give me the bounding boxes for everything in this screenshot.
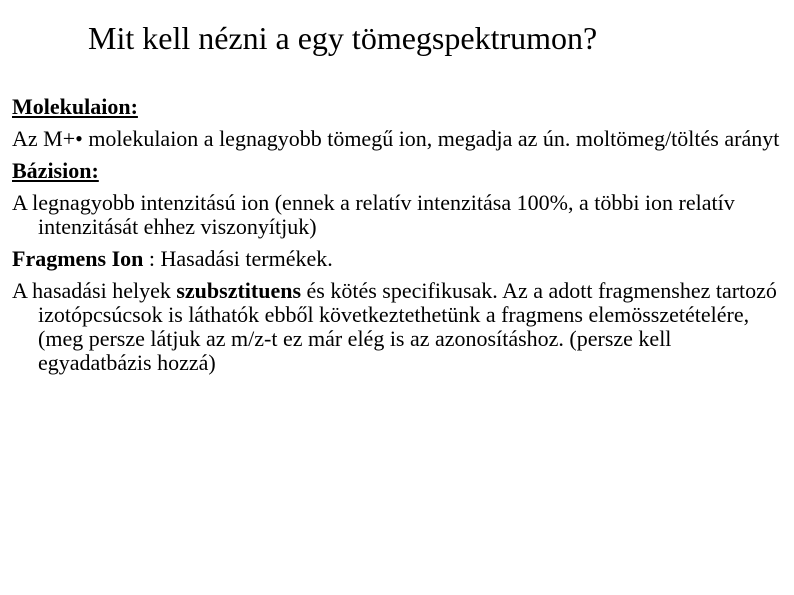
base-ion-heading-row <box>12 159 782 183</box>
cleavage-bold-word: szubsztituens <box>176 278 302 303</box>
fragment-ion-heading: Fragmens Ion <box>12 246 144 271</box>
cleavage-paragraph <box>12 279 782 375</box>
molecular-ion-heading: Molekulaion: <box>12 94 138 119</box>
base-ion-text: A legnagyobb intenzitású ion (ennek a relatív intenzitása 100%, a többi ion relatív intenzitását ehhez viszonyítjuk) <box>12 190 735 239</box>
cleavage-text-before: A hasadási helyek <box>12 278 177 303</box>
slide-title: Mit kell nézni a egy tömegspektrumon? <box>88 20 598 56</box>
molecular-ion-text: Az M+• molekulaion a legnagyobb tömegű ion, megadja az ún. moltömeg/töltés arányt <box>12 126 780 151</box>
base-ion-heading: Bázision: <box>12 158 99 183</box>
slide-content <box>12 95 782 383</box>
fragment-ion-row <box>12 247 782 271</box>
fragment-ion-text: : Hasadási termékek. <box>143 246 333 271</box>
molecular-ion-heading-row <box>12 95 782 119</box>
cleavage-text-after: és kötés specifikusak. Az a adott fragmenshez tartozó izotópcsúcsok is láthatók ebből következtethetünk a fragmens elemösszetételére, (meg persze látjuk az m/z-t ez már elég is az azonosításhoz. (persze kell egyadatbázis hozzá) <box>38 278 777 375</box>
